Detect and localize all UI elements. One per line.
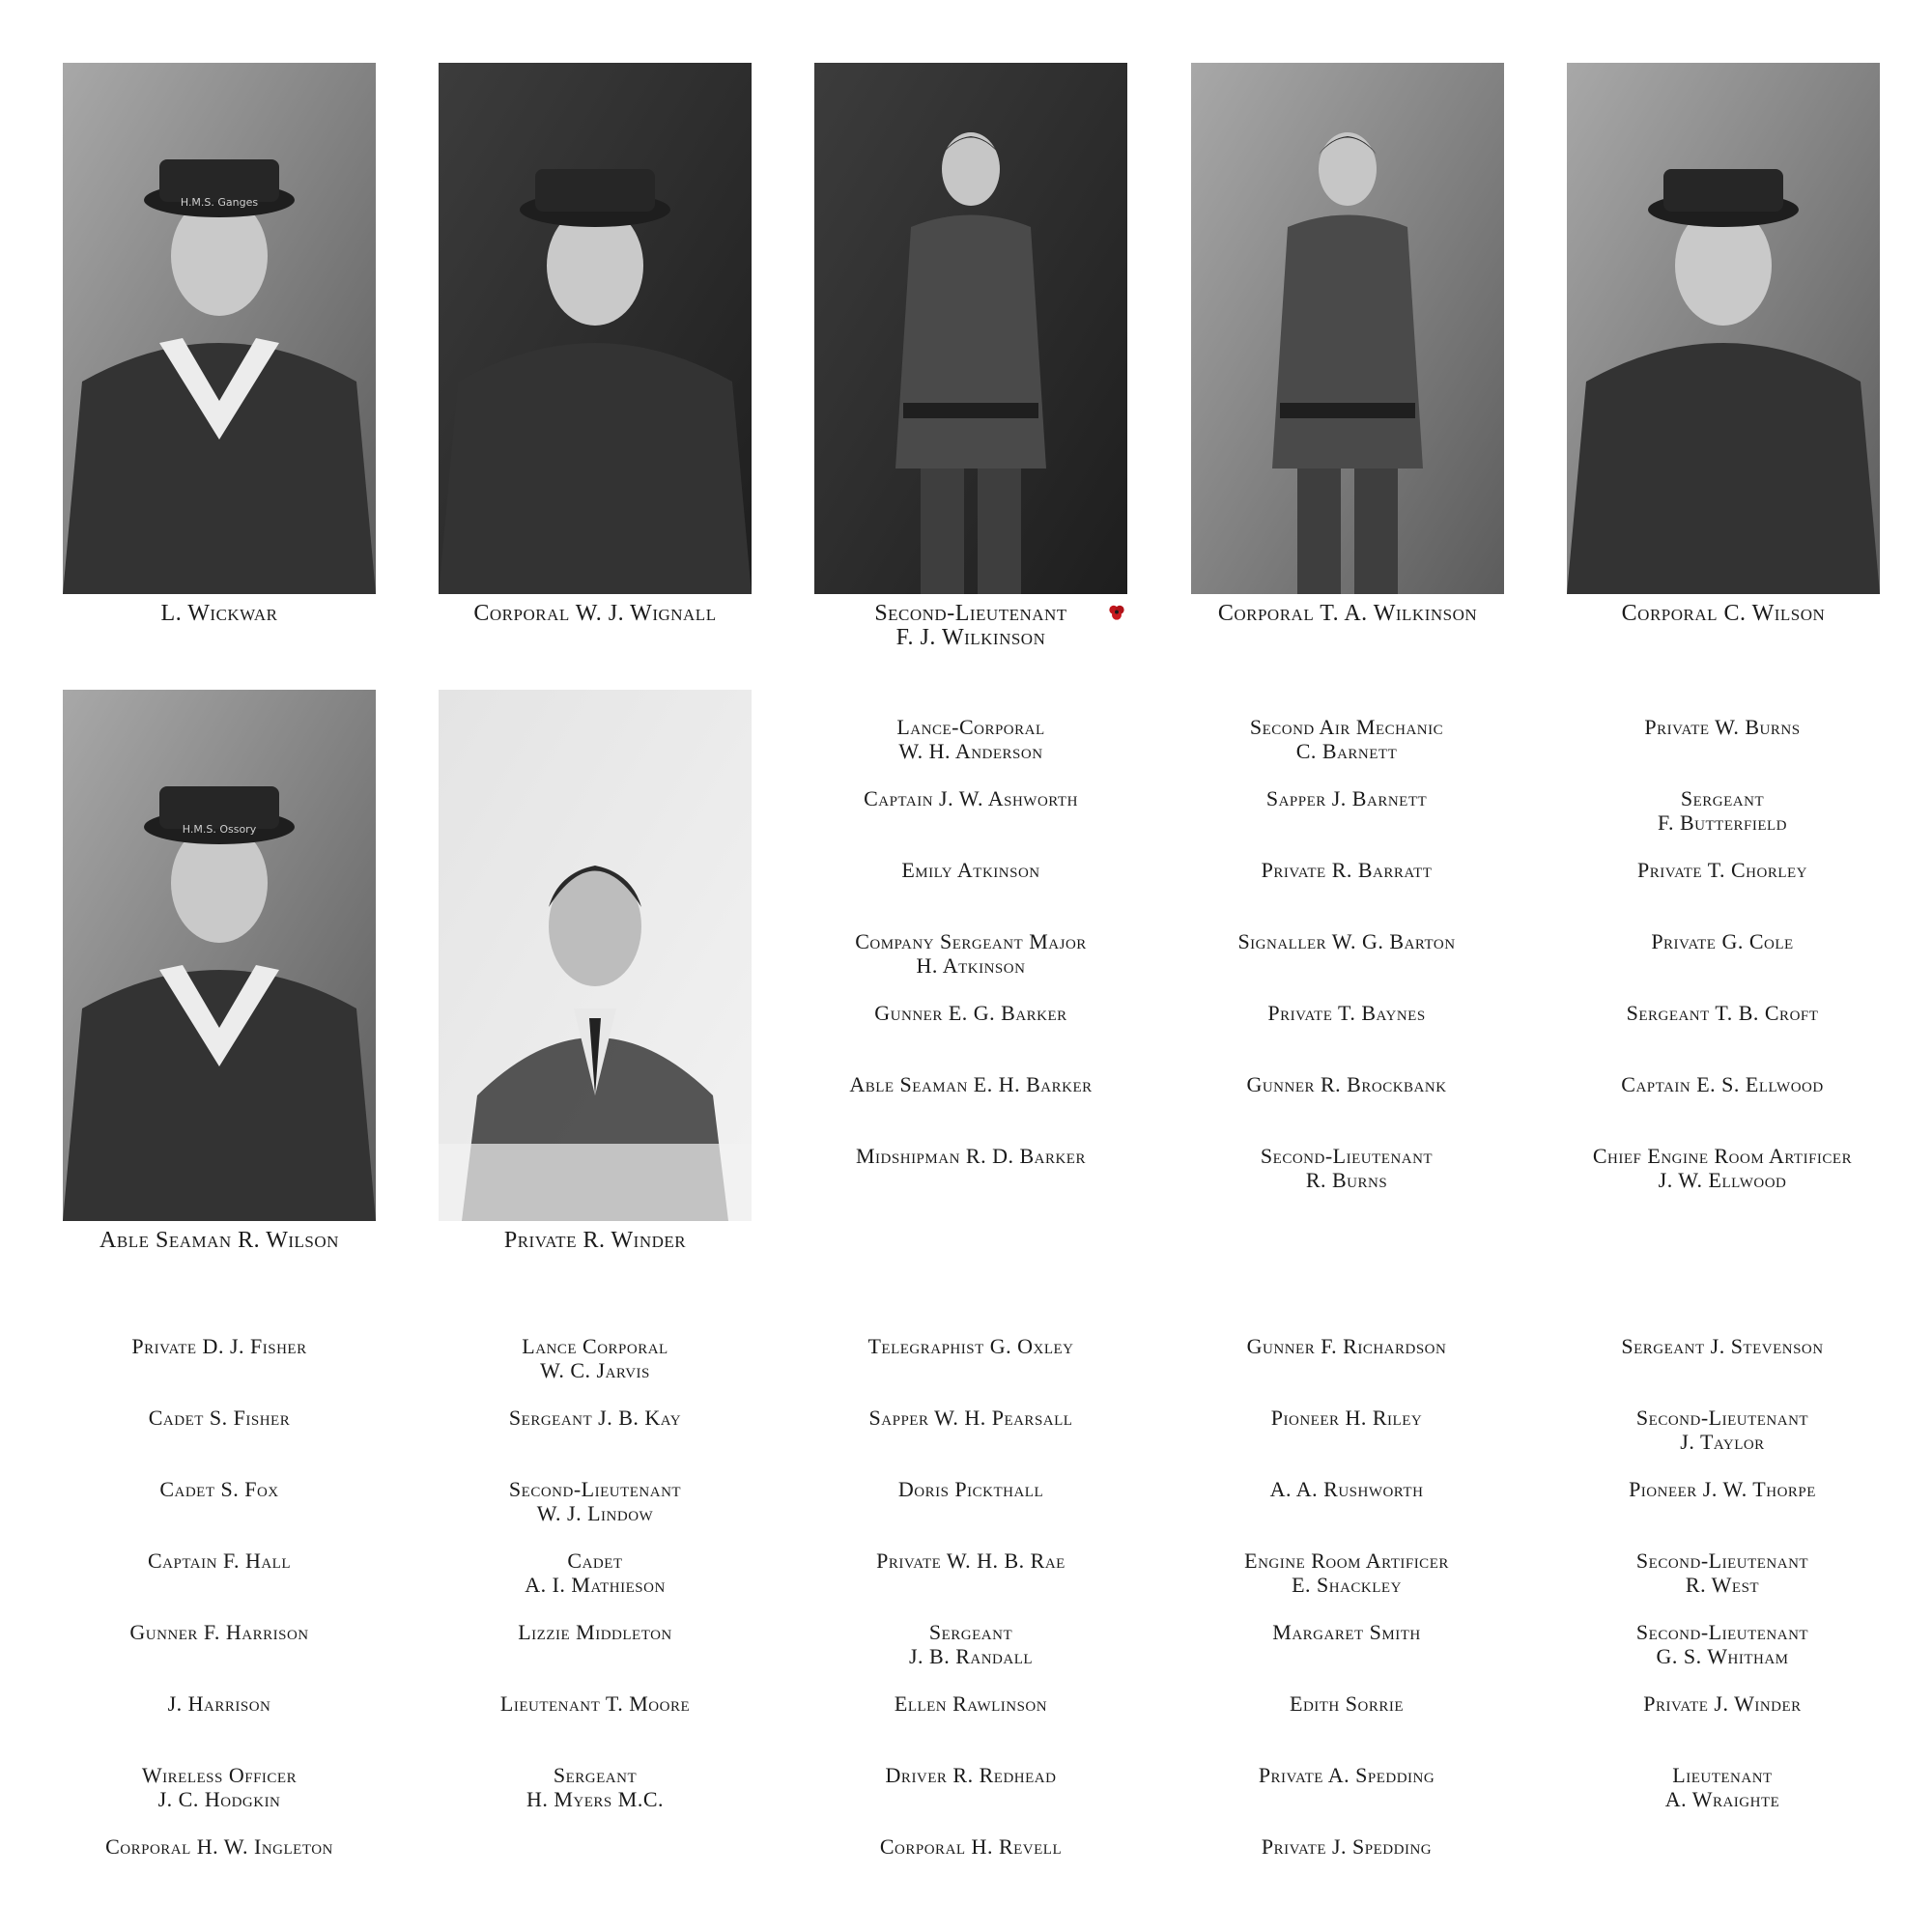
name-line1: Doris Pickthall: [897, 1477, 1044, 1501]
name-line1: Emily Atkinson: [901, 858, 1040, 882]
name-line1: Sergeant J. Stevenson: [1621, 1334, 1824, 1358]
memorial-name-entry: [1173, 1620, 1520, 1644]
portrait-card-wignall: [439, 63, 752, 626]
cap-ribbon-text: H.M.S. Ganges: [180, 196, 259, 209]
name-line1: Pioneer H. Riley: [1270, 1406, 1423, 1430]
soldier-portrait: [1191, 63, 1504, 594]
memorial-name-entry: [797, 1834, 1145, 1859]
memorial-name-entry: [1173, 1144, 1520, 1192]
portrait-card-c-wilson: [1567, 63, 1880, 626]
name-line1: Sergeant: [1680, 786, 1765, 810]
name-line1: Sergeant J. B. Kay: [508, 1406, 682, 1430]
name-line1: Private J. Winder: [1643, 1691, 1802, 1716]
caption-line2: F. J. Wilkinson: [895, 625, 1046, 650]
memorial-name-entry: [797, 715, 1145, 763]
name-line1: Private A. Spedding: [1258, 1763, 1435, 1787]
caption-line1: Corporal W. J. Wignall: [473, 601, 717, 626]
name-line1: Second-Lieutenant: [1260, 1144, 1434, 1168]
name-line1: Lieutenant T. Moore: [499, 1691, 691, 1716]
portrait-photo: [63, 63, 376, 594]
portrait-photo: [1191, 63, 1504, 594]
name-line1: Able Seaman E. H. Barker: [849, 1072, 1093, 1096]
memorial-name-entry: [45, 1477, 393, 1501]
portrait-photo: [439, 690, 752, 1221]
memorial-name-entry: [1173, 786, 1520, 810]
name-line1: Private W. Burns: [1644, 715, 1801, 739]
memorial-name-entry: [797, 1691, 1145, 1716]
name-line2: G. S. Whitham: [1656, 1644, 1789, 1668]
name-line2: J. Taylor: [1680, 1430, 1765, 1454]
memorial-name-entry: [797, 1144, 1145, 1168]
name-line2: J. W. Ellwood: [1658, 1168, 1787, 1192]
name-line1: Corporal H. W. Ingleton: [105, 1834, 333, 1859]
caption-line1: Corporal T. A. Wilkinson: [1217, 601, 1478, 626]
name-line2: W. C. Jarvis: [540, 1358, 650, 1382]
memorial-name-entry: [421, 1691, 769, 1716]
name-line1: Ellen Rawlinson: [894, 1691, 1048, 1716]
memorial-name-entry: [797, 1548, 1145, 1573]
sailor-portrait: [63, 63, 376, 594]
name-line2: W. H. Anderson: [898, 739, 1043, 763]
officer-portrait: [814, 63, 1127, 594]
memorial-name-entry: [1548, 1548, 1896, 1597]
name-line2: H. Myers M.C.: [526, 1787, 665, 1811]
name-line1: Private T. Chorley: [1636, 858, 1808, 882]
memorial-name-entry: [797, 786, 1145, 810]
name-line2: J. C. Hodgkin: [157, 1787, 281, 1811]
memorial-name-entry: [1548, 1144, 1896, 1192]
name-line2: H. Atkinson: [916, 953, 1026, 978]
memorial-name-entry: [1173, 1406, 1520, 1430]
sailor-portrait: [63, 690, 376, 1221]
caption-line1: Able Seaman R. Wilson: [99, 1228, 339, 1253]
name-line1: Captain E. S. Ellwood: [1621, 1072, 1824, 1096]
memorial-name-entry: [421, 1406, 769, 1430]
name-line1: Sergeant: [928, 1620, 1013, 1644]
memorial-name-entry: [421, 1763, 769, 1811]
name-line1: Driver R. Redhead: [885, 1763, 1057, 1787]
name-line1: Sergeant T. B. Croft: [1626, 1001, 1819, 1025]
caption-line1: Private R. Winder: [503, 1228, 687, 1253]
memorial-name-entry: [45, 1763, 393, 1811]
memorial-name-entry: [45, 1620, 393, 1644]
portrait-card-r-winder: [439, 690, 752, 1253]
soldier-portrait: [1567, 63, 1880, 594]
portrait-caption: [1567, 602, 1880, 626]
memorial-name-entry: [421, 1477, 769, 1525]
name-line1: Lance Corporal: [522, 1334, 668, 1358]
name-line1: Chief Engine Room Artificer: [1592, 1144, 1853, 1168]
memorial-name-entry: [1173, 1834, 1520, 1859]
memorial-name-entry: [797, 1406, 1145, 1430]
name-line1: Private R. Barratt: [1261, 858, 1433, 882]
memorial-name-entry: [1173, 858, 1520, 882]
name-line2: J. B. Randall: [908, 1644, 1034, 1668]
memorial-name-entry: [45, 1834, 393, 1859]
memorial-name-entry: [1548, 1620, 1896, 1668]
name-line1: A. A. Rushworth: [1269, 1477, 1424, 1501]
caption-line1: Second-Lieutenant: [874, 601, 1067, 626]
name-line1: Second-Lieutenant: [1635, 1620, 1809, 1644]
name-line1: Second-Lieutenant: [1635, 1548, 1809, 1573]
memorial-name-entry: [797, 1001, 1145, 1025]
memorial-name-entry: [45, 1548, 393, 1573]
name-line1: Engine Room Artificer: [1244, 1548, 1449, 1573]
name-line1: Gunner F. Richardson: [1246, 1334, 1447, 1358]
name-line1: Private J. Spedding: [1261, 1834, 1433, 1859]
name-line1: Second-Lieutenant: [1635, 1406, 1809, 1430]
cap-ribbon-text: H.M.S. Ossory: [182, 823, 257, 836]
memorial-name-entry: [1173, 1001, 1520, 1025]
memorial-name-entry: [1173, 1477, 1520, 1501]
name-line1: Sapper J. Barnett: [1265, 786, 1428, 810]
name-line1: Second-Lieutenant: [508, 1477, 682, 1501]
name-line2: F. Butterfield: [1658, 810, 1787, 835]
memorial-name-entry: [797, 1763, 1145, 1787]
poppy-icon: [1108, 604, 1125, 621]
memorial-name-entry: [1173, 1334, 1520, 1358]
name-line1: Edith Sorrie: [1290, 1691, 1404, 1716]
name-line2: E. Shackley: [1292, 1573, 1402, 1597]
memorial-name-entry: [1548, 1406, 1896, 1454]
memorial-name-entry: [421, 1620, 769, 1644]
caption-line1: L. Wickwar: [160, 601, 278, 626]
name-line1: Private G. Cole: [1651, 929, 1794, 953]
memorial-name-entry: [1173, 1548, 1520, 1597]
name-line1: Private D. J. Fisher: [131, 1334, 307, 1358]
name-line2: A. I. Mathieson: [525, 1573, 666, 1597]
soldier-portrait: [439, 63, 752, 594]
memorial-name-entry: [1548, 929, 1896, 953]
portrait-caption: [439, 602, 752, 626]
name-line1: Corporal H. Revell: [879, 1834, 1063, 1859]
name-line1: Telegraphist G. Oxley: [867, 1334, 1074, 1358]
portrait-caption: [63, 1229, 376, 1253]
memorial-name-entry: [1173, 1072, 1520, 1096]
memorial-name-entry: [1548, 715, 1896, 739]
memorial-name-entry: [797, 1072, 1145, 1096]
name-line1: Gunner R. Brockbank: [1246, 1072, 1447, 1096]
name-line1: Signaller W. G. Barton: [1237, 929, 1456, 953]
name-line1: Midshipman R. D. Barker: [856, 1144, 1086, 1168]
memorial-name-entry: [1548, 1001, 1896, 1025]
civilian-portrait: [439, 690, 752, 1221]
name-line1: Captain F. Hall: [148, 1548, 291, 1573]
memorial-name-entry: [1548, 1334, 1896, 1358]
memorial-name-entry: [1548, 858, 1896, 882]
memorial-name-entry: [1548, 1477, 1896, 1501]
portrait-card-ta-wilkinson: [1191, 63, 1504, 626]
name-line1: Pioneer J. W. Thorpe: [1629, 1477, 1816, 1501]
name-line1: Second Air Mechanic: [1249, 715, 1444, 739]
name-line1: Gunner E. G. Barker: [874, 1001, 1067, 1025]
name-line1: J. Harrison: [167, 1691, 271, 1716]
memorial-name-entry: [1548, 1072, 1896, 1096]
memorial-name-entry: [421, 1548, 769, 1597]
name-line1: Private T. Baynes: [1267, 1001, 1426, 1025]
name-line1: Margaret Smith: [1272, 1620, 1421, 1644]
memorial-name-entry: [797, 1477, 1145, 1501]
name-line2: C. Barnett: [1295, 739, 1398, 763]
name-line1: Private W. H. B. Rae: [876, 1548, 1065, 1573]
memorial-name-entry: [45, 1691, 393, 1716]
memorial-name-entry: [797, 929, 1145, 978]
portrait-caption: [63, 602, 376, 626]
name-line1: Lance-Corporal: [896, 715, 1045, 739]
name-line1: Lieutenant: [1672, 1763, 1773, 1787]
portrait-photo: [1567, 63, 1880, 594]
name-line1: Company Sergeant Major: [855, 929, 1087, 953]
memorial-name-entry: [45, 1334, 393, 1358]
portrait-photo: [439, 63, 752, 594]
name-line1: Sergeant: [553, 1763, 638, 1787]
memorial-name-entry: [421, 1334, 769, 1382]
name-line1: Cadet S. Fox: [159, 1477, 279, 1501]
name-line2: R. West: [1685, 1573, 1760, 1597]
portrait-caption: [814, 602, 1127, 650]
portrait-card-wickwar: [63, 63, 376, 626]
portrait-photo: [814, 63, 1127, 594]
name-line1: Sapper W. H. Pearsall: [868, 1406, 1073, 1430]
memorial-name-entry: [1173, 1691, 1520, 1716]
portrait-card-fj-wilkinson: [814, 63, 1127, 650]
name-line1: Wireless Officer: [141, 1763, 298, 1787]
memorial-name-entry: [797, 1334, 1145, 1358]
portrait-photo: [63, 690, 376, 1221]
memorial-name-entry: [1173, 929, 1520, 953]
portrait-card-r-wilson: [63, 690, 376, 1253]
memorial-name-entry: [1548, 786, 1896, 835]
name-line1: Lizzie Middleton: [518, 1620, 672, 1644]
name-line1: Captain J. W. Ashworth: [864, 786, 1078, 810]
name-line2: R. Burns: [1305, 1168, 1388, 1192]
memorial-name-entry: [1548, 1763, 1896, 1811]
name-line1: Cadet: [567, 1548, 623, 1573]
memorial-name-entry: [797, 858, 1145, 882]
memorial-name-entry: [45, 1406, 393, 1430]
name-line1: Cadet S. Fisher: [148, 1406, 291, 1430]
caption-line1: Corporal C. Wilson: [1621, 601, 1826, 626]
memorial-name-entry: [797, 1620, 1145, 1668]
name-line2: A. Wraighte: [1664, 1787, 1780, 1811]
portrait-caption: [439, 1229, 752, 1253]
memorial-name-entry: [1173, 715, 1520, 763]
name-line2: W. J. Lindow: [536, 1501, 654, 1525]
memorial-name-entry: [1548, 1691, 1896, 1716]
portrait-caption: [1191, 602, 1504, 626]
memorial-name-entry: [1173, 1763, 1520, 1787]
name-line1: Gunner F. Harrison: [129, 1620, 309, 1644]
